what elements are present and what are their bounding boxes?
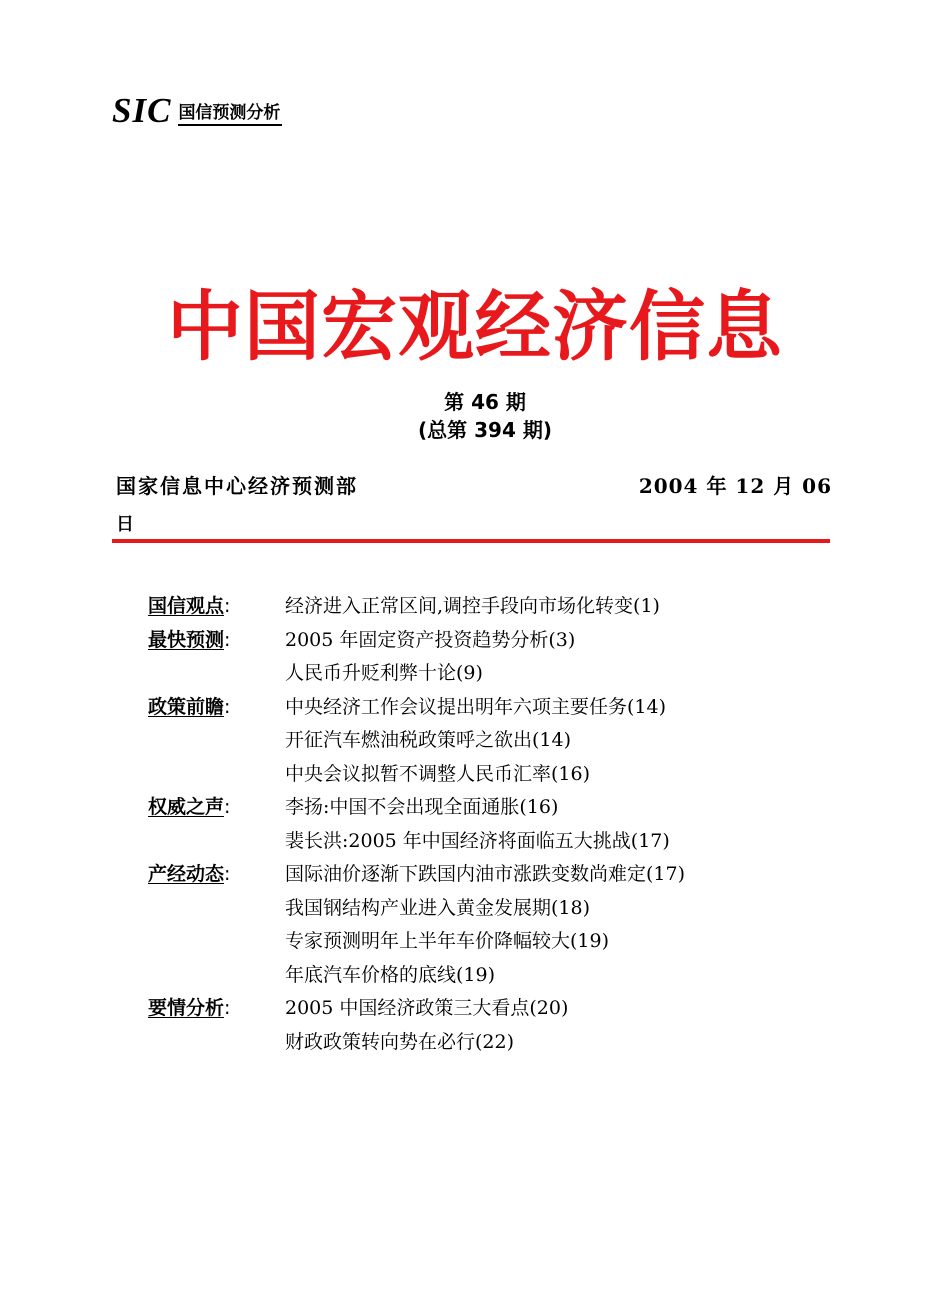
toc-category-label: 权威之声: [148, 796, 225, 818]
toc-row: [148, 758, 848, 792]
publication-title: 中国宏观经济信息: [167, 282, 783, 371]
toc-row: [148, 892, 848, 926]
toc-article-title: 我国钢结构产业进入黄金发展期(18): [285, 896, 591, 919]
toc-row: [148, 624, 848, 658]
toc-row: [148, 925, 848, 959]
toc-article-title: 专家预测明年上半年车价降幅较大(19): [285, 930, 610, 952]
toc-article-title: 年底汽车价格的底线(19): [285, 963, 496, 986]
logo-sic-text: SIC: [112, 91, 172, 130]
toc-article-title: 2005 年固定资产投资趋势分析(3): [285, 628, 576, 651]
toc-category-colon: :: [224, 997, 231, 1019]
issue-total-number: (总第 394 期): [418, 418, 552, 442]
toc-category-label: 最快预测: [148, 628, 225, 651]
toc-article-title: 人民币升贬利弊十论(9): [285, 662, 483, 684]
toc-category: [148, 992, 285, 1026]
publication-date: 2004 年 12 月 06: [638, 474, 832, 498]
toc-article-title: 裴长洪:2005 年中国经济将面临五大挑战(17): [285, 829, 670, 852]
toc-row: [148, 590, 848, 624]
toc-row: [148, 825, 848, 859]
toc-article-title: 开征汽车燃油税政策呼之欲出(14): [285, 729, 572, 751]
toc-category: [148, 590, 285, 624]
toc-article-title: 李扬:中国不会出现全面通胀(16): [285, 796, 559, 818]
toc-article-title: 中央经济工作会议提出明年六项主要任务(14): [285, 695, 667, 718]
toc-row: [148, 858, 848, 892]
table-of-contents: [148, 590, 848, 1059]
publisher-name: 国家信息中心经济预测部: [116, 474, 358, 498]
toc-category-colon: :: [224, 628, 231, 651]
toc-row: [148, 791, 848, 825]
toc-category-colon: :: [224, 695, 231, 718]
toc-category: [148, 691, 285, 725]
toc-category-label: 政策前瞻: [148, 695, 225, 718]
toc-article-title: 财政政策转向势在必行(22): [285, 1030, 515, 1053]
publication-date-tail: 日: [116, 514, 134, 535]
toc-category-colon: :: [224, 863, 231, 885]
issue-number: 第 46 期: [444, 390, 526, 414]
toc-category-colon: :: [224, 796, 231, 818]
toc-row: [148, 1026, 848, 1060]
toc-article-title: 中央会议拟暂不调整人民币汇率(16): [285, 762, 591, 785]
toc-category-label: 要情分析: [148, 997, 225, 1019]
toc-category: [148, 791, 285, 825]
toc-category-colon: :: [224, 595, 231, 617]
logo-org-name: 国信预测分析: [178, 102, 282, 126]
toc-row: [148, 657, 848, 691]
header-divider: [112, 539, 830, 543]
toc-category-label: 产经动态: [148, 863, 225, 885]
toc-article-title: 2005 中国经济政策三大看点(20): [285, 997, 569, 1019]
toc-row: [148, 959, 848, 993]
toc-row: [148, 691, 848, 725]
toc-row: [148, 724, 848, 758]
sic-logo: [112, 92, 282, 130]
toc-category: [148, 858, 285, 892]
toc-row: [148, 992, 848, 1026]
toc-category: [148, 624, 285, 658]
toc-article-title: 国际油价逐渐下跌国内油市涨跌变数尚难定(17): [285, 863, 686, 885]
toc-article-title: 经济进入正常区间,调控手段向市场化转变(1): [285, 595, 660, 617]
toc-category-label: 国信观点: [148, 595, 225, 617]
